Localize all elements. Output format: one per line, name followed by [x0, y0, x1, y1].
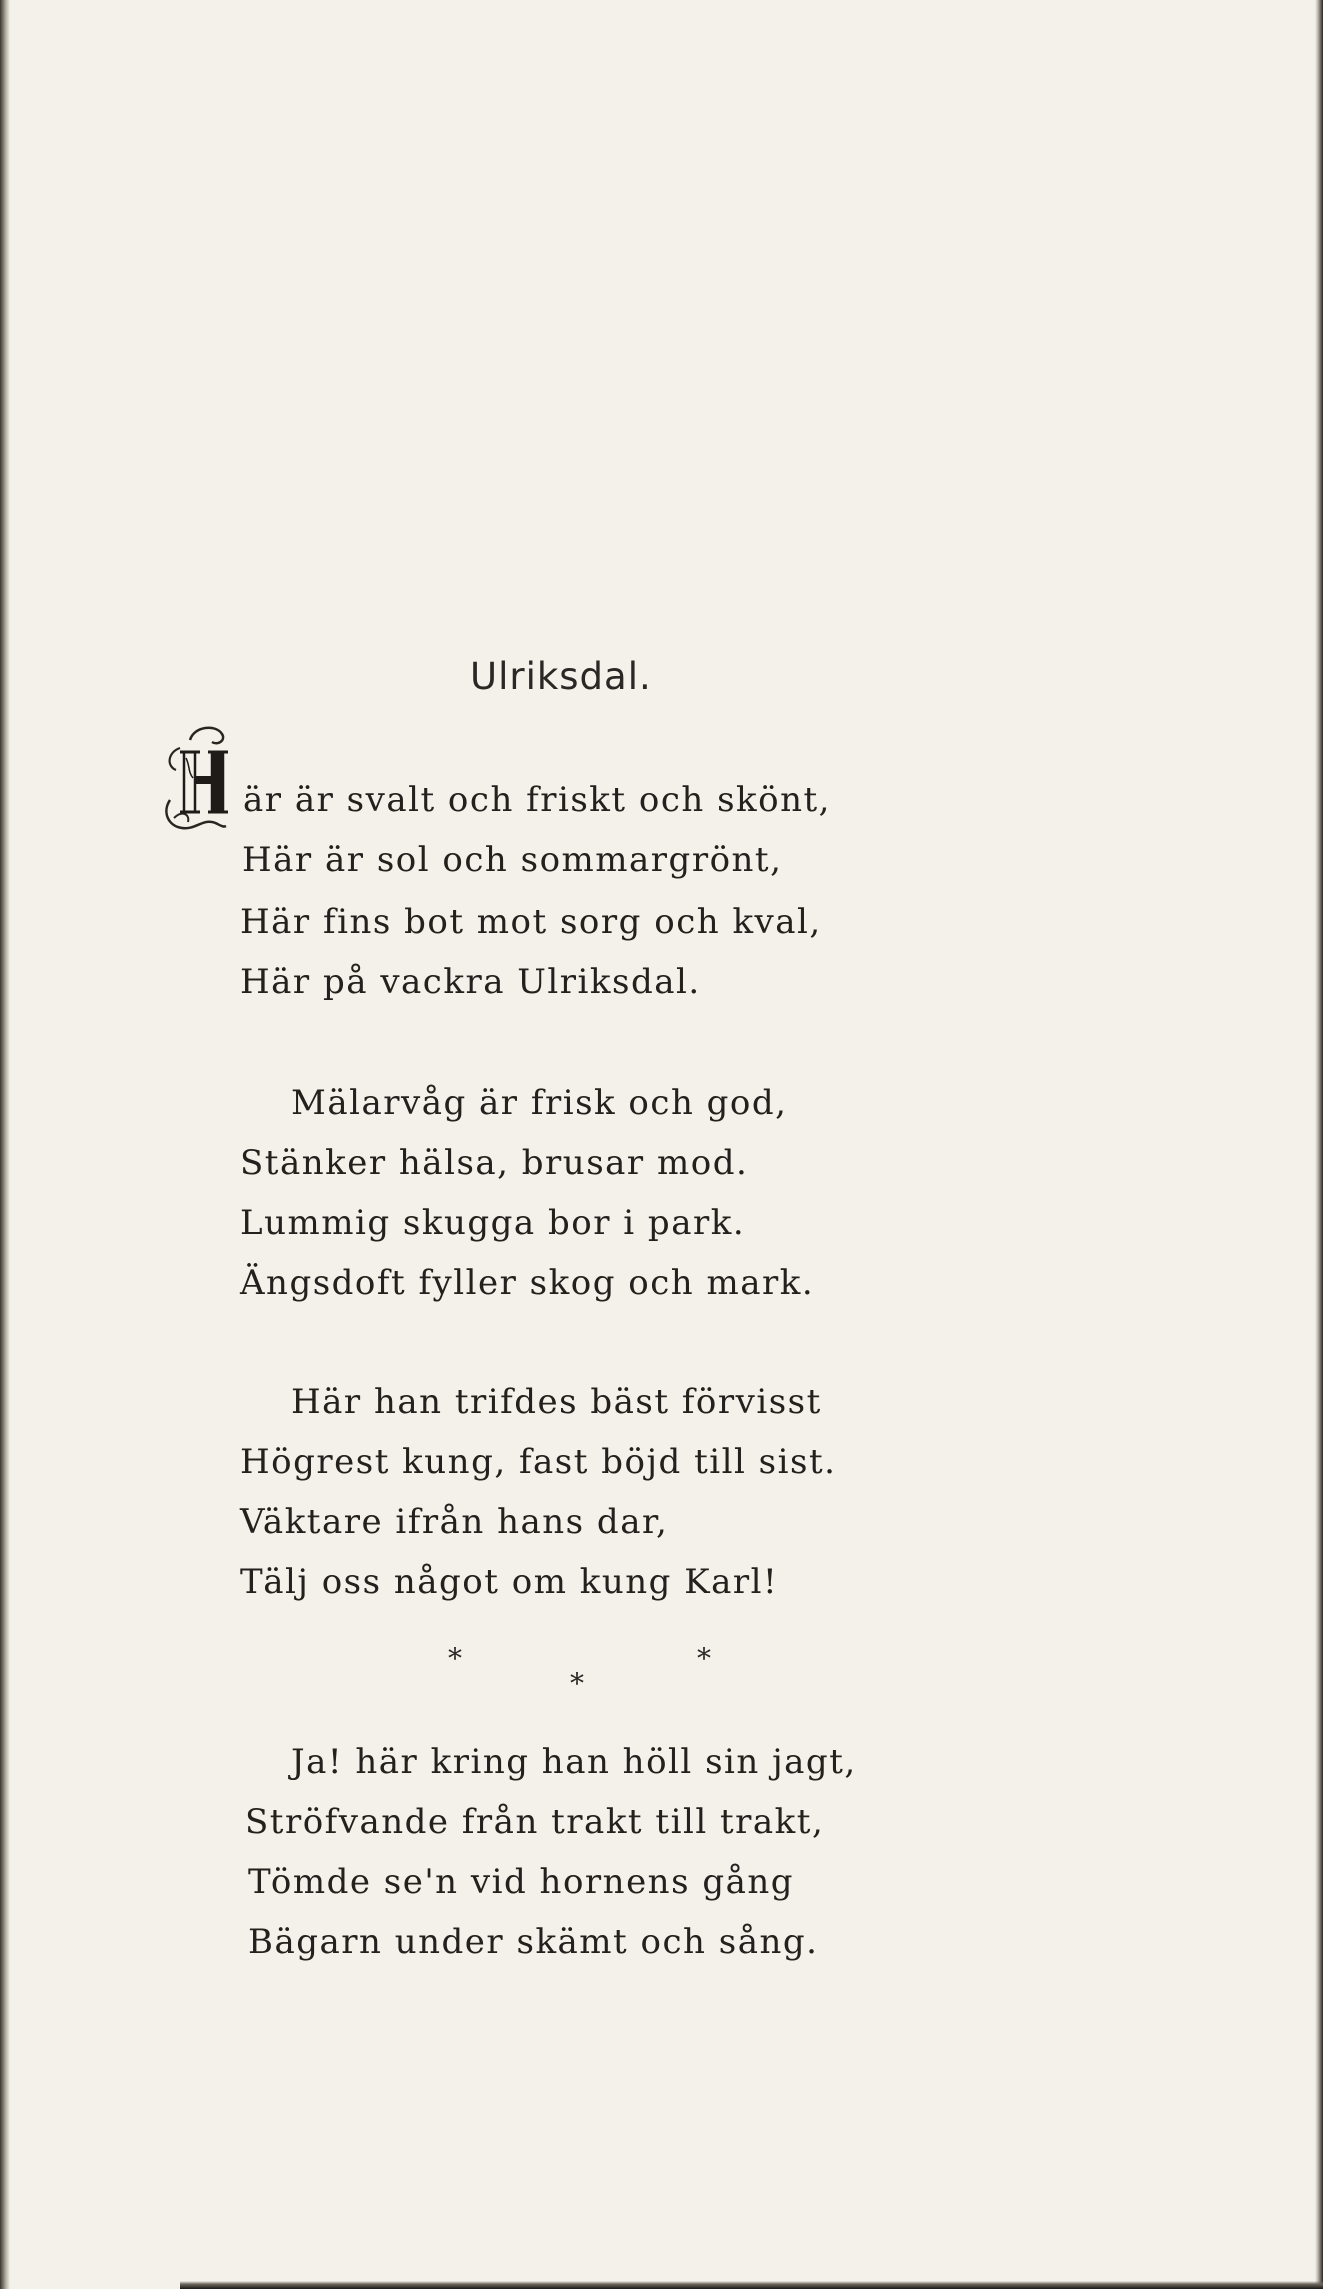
poem-line: Här han trifdes bäst förvisst [291, 1382, 822, 1422]
poem-line: är är svalt och friskt och skönt, [243, 780, 831, 820]
poem-line: Bägarn under skämt och sång. [248, 1922, 819, 1962]
poem-line: Mälarvåg är frisk och god, [291, 1083, 788, 1123]
poem-title: Ulriksdal. [470, 655, 652, 698]
poem-line: Lummig skugga bor i park. [240, 1203, 746, 1243]
page-edge-bottom [180, 2281, 1323, 2289]
separator-asterisk: * [697, 1642, 711, 1675]
poem-line: Stänker hälsa, brusar mod. [240, 1143, 749, 1183]
poem-line: Ja! här kring han höll sin jagt, [291, 1742, 857, 1782]
poem-line: Tömde se'n vid hornens gång [248, 1862, 795, 1902]
drop-cap-ornament [160, 722, 236, 852]
poem-line: Här på vackra Ulriksdal. [240, 962, 701, 1002]
poem-line: Väktare ifrån hans dar, [240, 1502, 669, 1542]
poem-line: Tälj oss något om kung Karl! [240, 1562, 779, 1602]
page-edge-left [0, 0, 10, 2289]
poem-line: Här är sol och sommargrönt, [242, 840, 783, 880]
drop-cap-letter [160, 722, 161, 723]
page-edge-right [1315, 0, 1323, 2289]
poem-line: Här fins bot mot sorg och kval, [240, 902, 822, 942]
separator-asterisk: * [570, 1667, 584, 1700]
separator-asterisk: * [448, 1642, 462, 1675]
poem-line: Ängsdoft fyller skog och mark. [240, 1263, 815, 1303]
poem-line: Högrest kung, fast böjd till sist. [240, 1442, 837, 1482]
poem-line: Ströfvande från trakt till trakt, [245, 1802, 825, 1842]
